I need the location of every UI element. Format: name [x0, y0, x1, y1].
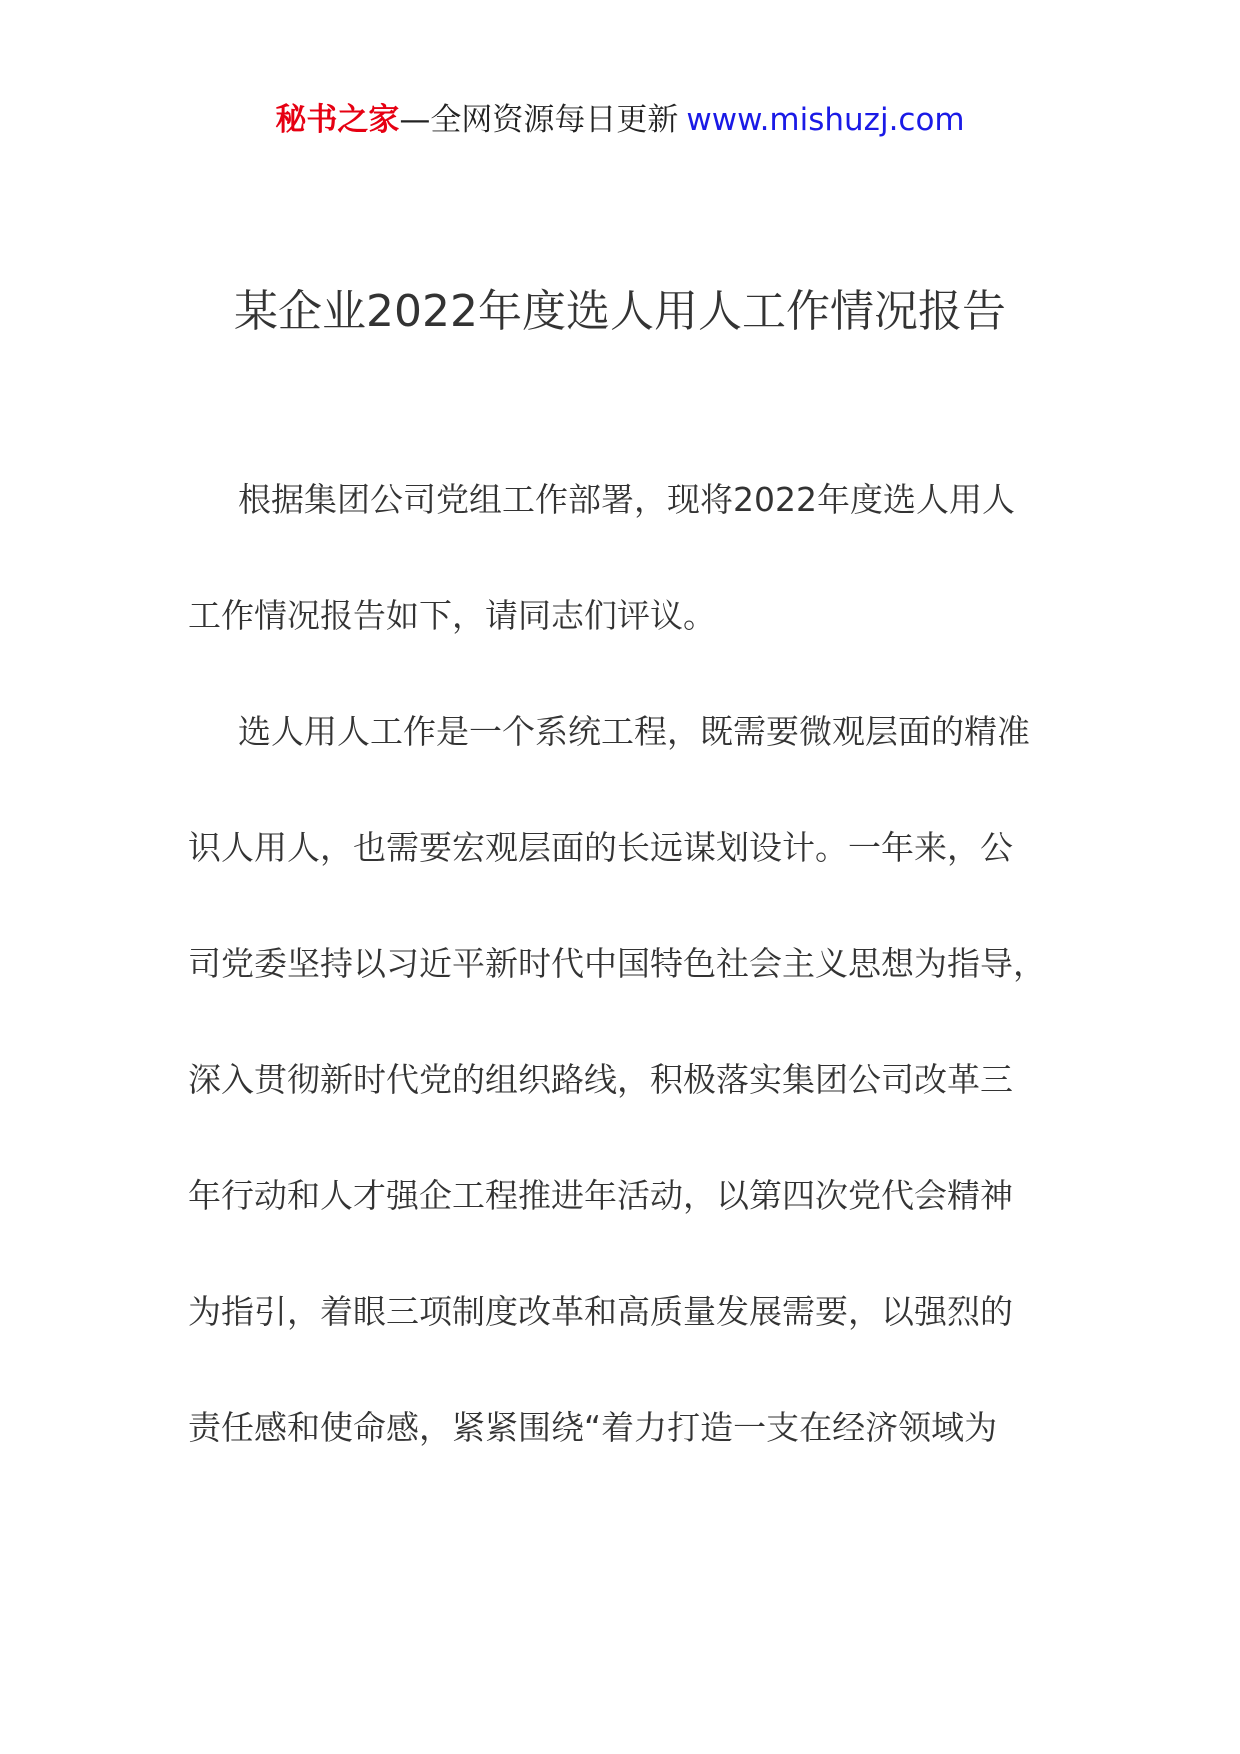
paragraph-line: 为指引，着眼三项制度改革和高质量发展需要，以强烈的 — [188, 1292, 1013, 1331]
paragraph-line: 选人用人工作是一个系统工程，既需要微观层面的精准 — [238, 712, 1030, 751]
paragraph-line: 责任感和使命感，紧紧围绕“着力打造一支在经济领域为 — [188, 1408, 998, 1447]
document-title: 某企业2022年度选人用人工作情况报告 — [234, 286, 1006, 337]
paragraph-line: 年行动和人才强企工程推进年活动，以第四次党代会精神 — [188, 1176, 1013, 1215]
paragraph-line: 工作情况报告如下，请同志们评议。 — [188, 596, 716, 635]
paragraph-line: 深入贯彻新时代党的组织路线，积极落实集团公司改革三 — [188, 1060, 1013, 1099]
brand-name: 秘书之家 — [275, 102, 400, 138]
paragraph-line: 根据集团公司党组工作部署，现将2022年度选人用人 — [238, 480, 1015, 519]
paragraph-line: 识人用人，也需要宏观层面的长远谋划设计。一年来，公 — [188, 828, 1013, 867]
site-tagline: —全网资源每日更新 — [399, 102, 679, 138]
site-url-link[interactable]: www.mishuzj.com — [686, 102, 965, 138]
paragraph-line: 司党委坚持以习近平新时代中国特色社会主义思想为指导， — [188, 944, 1046, 983]
site-header — [0, 100, 1240, 140]
